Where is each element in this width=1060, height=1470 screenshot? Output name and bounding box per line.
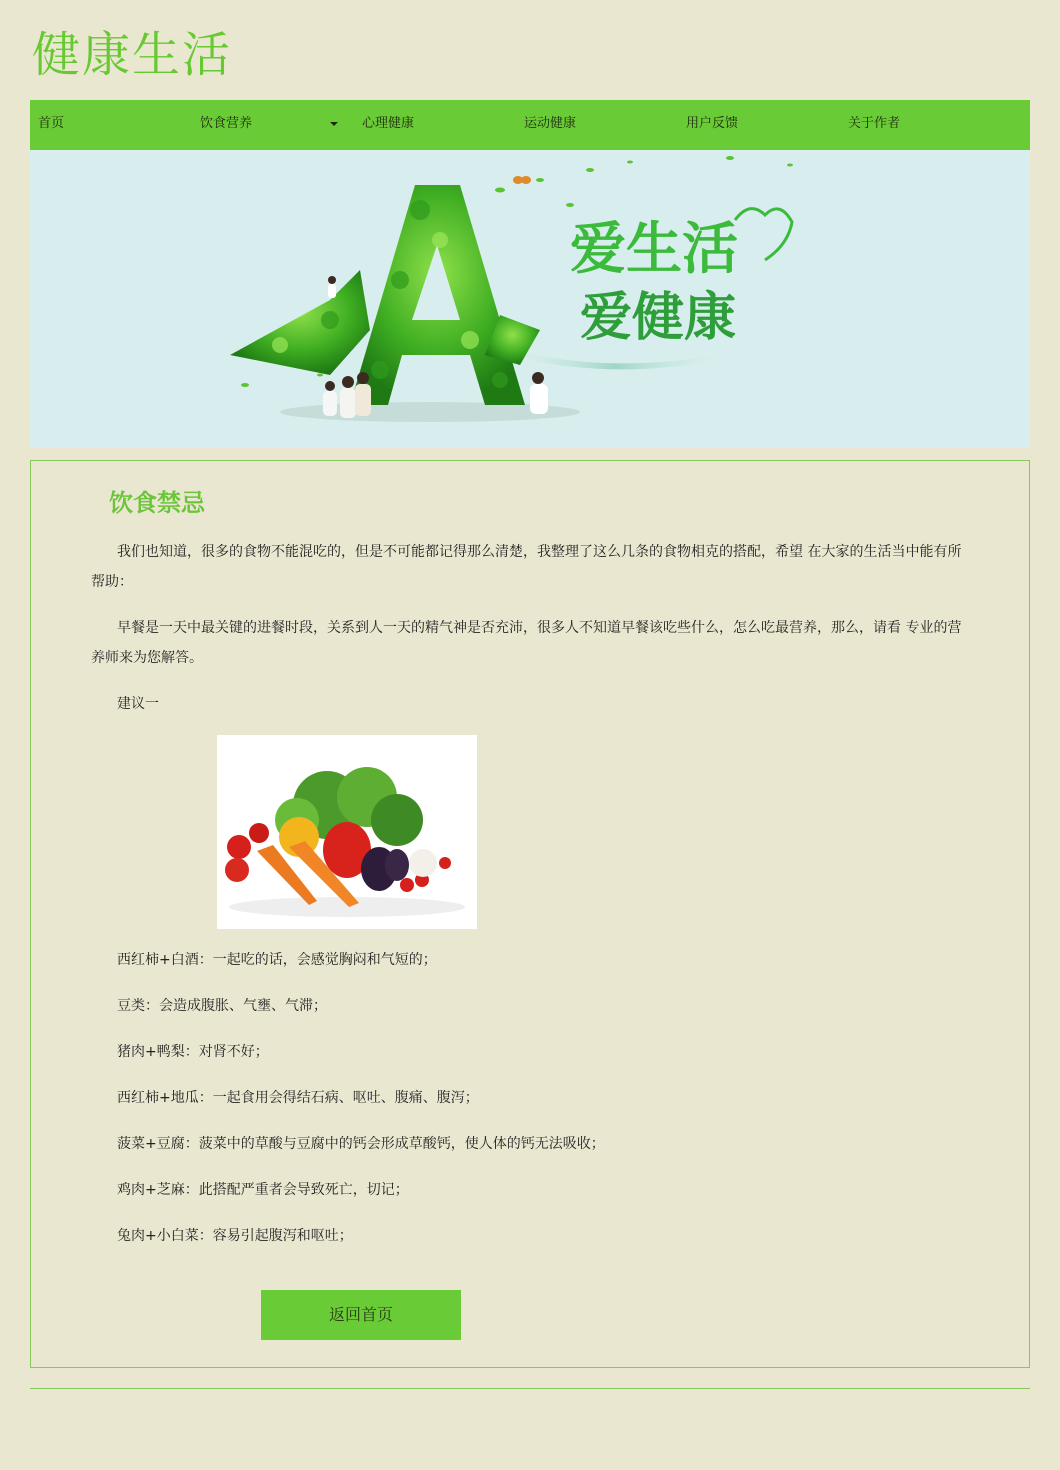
- food-combo-item: 猪肉+鸭梨：对肾不好；: [117, 1044, 269, 1060]
- suggestion-label: 建议一: [117, 696, 159, 712]
- section-title: 饮食禁忌: [109, 489, 205, 517]
- food-combo-item: 兔肉+小白菜：容易引起腹泻和呕吐；: [117, 1228, 353, 1244]
- nav-item-exercise-health[interactable]: [516, 100, 678, 150]
- food-combo-item: 西红柿+地瓜：一起食用会得结石病、呕吐、腹痛、腹泻；: [117, 1090, 479, 1106]
- nav-item-label: 首页: [38, 116, 65, 131]
- food-combo-item: 豆类：会造成腹胀、气壅、气滞；: [117, 998, 327, 1014]
- banner-text-love-life: 爱生活: [570, 216, 738, 282]
- swoosh: [500, 350, 730, 366]
- food-combo-item: 菠菜+豆腐：菠菜中的草酸与豆腐中的钙会形成草酸钙，使人体的钙无法吸收；: [117, 1136, 605, 1152]
- banner-illustration: [30, 150, 1030, 448]
- nav-item-mental-health[interactable]: [354, 100, 516, 150]
- nav-item-diet-nutrition[interactable]: [192, 100, 354, 150]
- main-nav: [30, 100, 1030, 150]
- intro-paragraph: 我们也知道，很多的食物不能混吃的，但是不可能都记得那么清楚，我整理了这么几条的食物相克的搭配，希望 在大家的生活当中能有所帮助：: [91, 544, 962, 590]
- nav-item-user-feedback[interactable]: [678, 100, 840, 150]
- back-to-home-button[interactable]: 返回首页: [261, 1290, 461, 1340]
- vegetables-image: [217, 735, 477, 929]
- food-combo-item: 鸡肉+芝麻：此搭配严重者会导致死亡，切记；: [117, 1182, 409, 1198]
- nav-item-home[interactable]: [30, 100, 192, 150]
- nav-item-label: 饮食营养: [200, 116, 253, 131]
- nav-item-label: 运动健康: [524, 116, 577, 131]
- vegetables-illustration: [217, 735, 477, 929]
- food-combo-item: 西红柿+白酒：一起吃的话，会感觉胸闷和气短的；: [117, 952, 437, 968]
- nav-item-about-author[interactable]: [840, 100, 1002, 150]
- nav-item-label: 心理健康: [362, 116, 415, 131]
- article-panel: [30, 460, 1030, 1368]
- breakfast-paragraph: 早餐是一天中最关键的进餐时段，关系到人一天的精气神是否充沛，很多人不知道早餐该吃些什么，怎么吃最营养，那么，请看 专业的营养师来为您解答。: [91, 620, 962, 666]
- nav-item-label: 关于作者: [848, 116, 901, 131]
- site-title: 健康生活: [32, 27, 233, 83]
- dropdown-caret-icon: [330, 122, 338, 126]
- banner-image: [30, 150, 1030, 448]
- nav-item-label: 用户反馈: [686, 116, 739, 131]
- leaf-letter-a: [230, 185, 540, 405]
- heart-swirl-icon: [735, 209, 792, 260]
- banner-text-love-health: 爱健康: [580, 287, 737, 348]
- footer-divider: [30, 1388, 1030, 1389]
- butterfly-icon: [513, 176, 531, 184]
